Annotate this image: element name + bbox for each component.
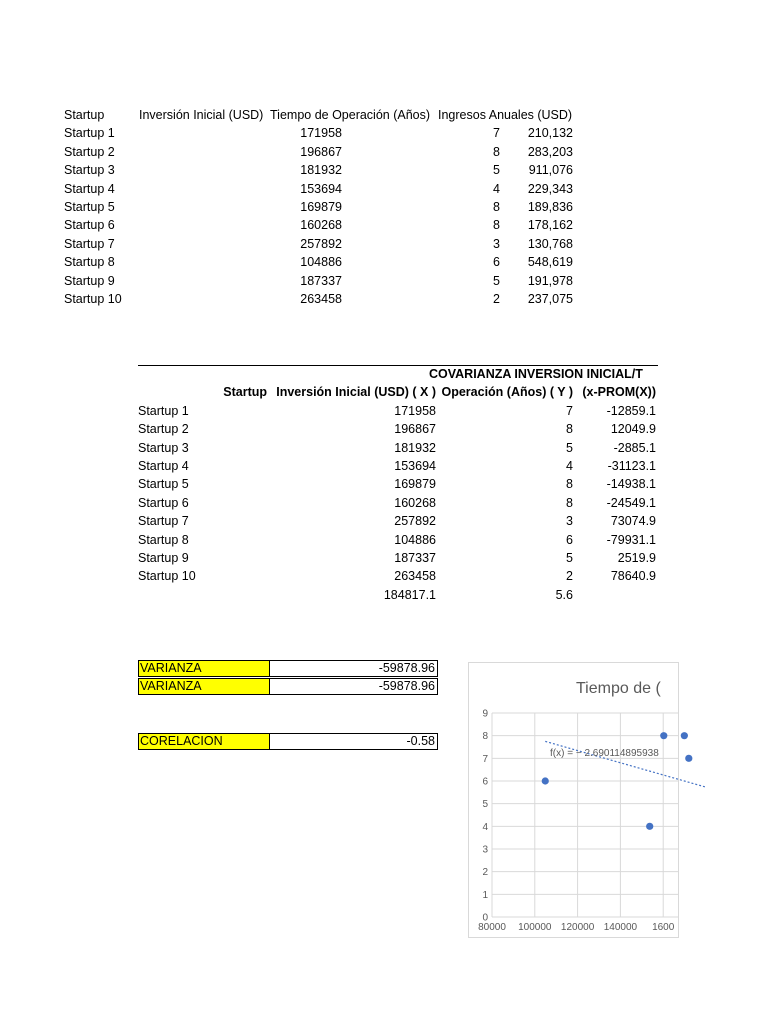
table2-cell: -31123.1 [607,458,656,473]
varianza-row-2 [138,678,438,695]
table1-cell: Startup 4 [64,181,115,196]
table1-cell: 169879 [300,199,342,214]
table2-cell: Startup 3 [138,440,189,455]
table2-cell: 104886 [394,532,436,547]
y-tick-label: 5 [482,799,488,811]
table2-cell: 160268 [394,495,436,510]
table2-row [138,567,658,585]
data-point [660,732,667,739]
table1-cell: 130,768 [527,236,573,251]
table2-cell: Startup 4 [138,458,189,473]
table1-cell: 237,075 [527,291,573,306]
x-tick-label: 140000 [603,922,638,933]
table2-row [138,494,658,512]
data-point [542,777,549,784]
table2-row [138,549,658,567]
table1-cell: 191,978 [527,273,573,288]
x-tick-label: 100000 [518,922,552,933]
chart-border [469,663,679,938]
table1-cell: 189,836 [527,199,573,214]
table1-cell: 283,203 [527,144,573,159]
covariance-title-row [138,365,658,383]
table1-cell: Startup 1 [64,126,115,141]
x-tick-label: 120000 [560,922,595,933]
table1-cell: Startup 9 [64,273,115,288]
y-tick-label: 0 [482,912,488,924]
varianza-value-2: -59878.96 [378,679,435,693]
table2-row [138,420,658,438]
table1-cell: Startup 5 [64,199,115,214]
covariance-table [138,365,658,605]
table2-cell: 6 [566,532,573,547]
table1-cell: 2 [493,291,500,306]
table2-cell: 153694 [394,458,436,473]
table1-col-header: Tiempo de Operación (Años) [270,108,431,122]
table2-row [138,512,658,530]
table2-cell: -12859.1 [606,403,656,418]
table1-cell: 187337 [300,273,342,288]
table2-cell: 181932 [394,440,436,455]
table1-cell: 263458 [300,291,342,306]
table2-cell: 196867 [394,422,436,437]
table2-cell: 171958 [394,403,436,418]
table2-cell: Startup 2 [138,422,189,437]
table2-cell: 4 [566,458,573,473]
table1-cell: 8 [493,144,500,159]
table2-row [138,439,658,457]
table2-cell: -79931.1 [606,532,656,547]
table1-cell: Startup 8 [64,255,115,270]
y-tick-label: 3 [482,844,488,856]
x-tick-label: 1600 [652,922,675,933]
averages-row [138,586,658,604]
table2-cell: 7 [566,403,573,418]
table1-cell: 8 [493,218,500,233]
col-header-startup: Startup [223,385,267,400]
table2-row [138,457,658,475]
table1-col-header: Ingresos Anuales (USD) [438,108,573,122]
table2-cell: 169879 [394,477,436,492]
table1-cell: 3 [493,236,500,251]
y-tick-label: 4 [482,821,488,833]
correlacion-label: CORELACION [139,734,270,749]
varianza-row-1 [138,660,438,677]
table2-cell: 263458 [394,569,436,584]
chart-title: Tiempo de ( [576,680,661,697]
average-x: 184817.1 [383,587,436,602]
table1-cell: 257892 [300,236,342,251]
table2-cell: 187337 [394,550,436,565]
col-header-dev: (x-PROM(X)) [582,385,656,400]
y-tick-label: 8 [482,731,488,743]
table2-cell: Startup 5 [138,477,189,492]
scatter-chart-svg [468,662,675,938]
table2-cell: 73074.9 [610,514,656,529]
table1-cell: 8 [493,199,500,214]
table2-cell: 5 [566,440,573,455]
table1-cell: 548,619 [527,255,573,270]
table1-cell: Startup 2 [64,144,115,159]
data-point [681,732,688,739]
trendline-equation: f(x) = − 2.690114895938 [550,748,659,759]
table2-cell: Startup 7 [138,514,189,529]
table1-cell: 104886 [300,255,342,270]
col-header-x: Inversión Inicial (USD) ( X ) [276,385,436,400]
table1-cell: 160268 [300,218,342,233]
table1-cell: 229,343 [527,181,573,196]
table1-cell: 178,162 [527,218,573,233]
correlacion-value: -0.58 [406,734,435,748]
y-tick-label: 6 [482,776,488,788]
y-tick-label: 9 [482,708,488,720]
table1-cell: 171958 [300,126,342,141]
table2-cell: Startup 10 [138,569,196,584]
table2-cell: 5 [566,550,573,565]
table1-col-header: Inversión Inicial (USD) [139,108,264,122]
table1-cell: 210,132 [527,126,573,141]
covariance-header-row [138,383,658,401]
covariance-title: COVARIANZA INVERSION INICIAL/T [429,367,643,381]
table2-cell: Startup 6 [138,495,189,510]
varianza-label-1: VARIANZA [139,661,270,676]
y-tick-label: 1 [482,889,488,901]
table2-row [138,531,658,549]
table1-cell: 4 [493,181,500,196]
table2-cell: 8 [566,422,573,437]
data-point [685,755,692,762]
table2-cell: Startup 8 [138,532,189,547]
table1-cell: 6 [493,255,500,270]
header-divider [138,365,658,366]
table1-cell: Startup 3 [64,163,115,178]
table1-cell: Startup 10 [64,291,122,306]
varianza-value-1: -59878.96 [378,661,435,675]
varianza-label-2: VARIANZA [139,679,270,694]
y-tick-label: 2 [482,867,488,879]
table1-cell: 7 [493,126,500,141]
average-y: 5.6 [555,587,573,602]
y-tick-label: 7 [482,753,488,765]
data-point [646,823,653,830]
table2-row [138,402,658,420]
table2-cell: 2519.9 [617,550,656,565]
table2-cell: Startup 9 [138,550,189,565]
table2-cell: 78640.9 [610,569,656,584]
table1-cell: 153694 [300,181,342,196]
table2-cell: 2 [566,569,573,584]
table1-cell: Startup 6 [64,218,115,233]
table1-col-header: Startup [64,108,105,122]
table2-row [138,475,658,493]
table1-cell: 5 [493,273,500,288]
table2-cell: -24549.1 [606,495,656,510]
table1-cell: 5 [493,163,500,178]
table1-cell: 181932 [300,163,342,178]
correlacion-row [138,733,438,750]
col-header-y: Operación (Años) ( Y ) [441,385,573,400]
table1-cell: 196867 [300,144,342,159]
table2-cell: -2885.1 [613,440,656,455]
table1-cell: Startup 7 [64,236,115,251]
table2-cell: 8 [566,477,573,492]
table1-cell: 911,076 [528,163,573,178]
table2-cell: 3 [566,514,573,529]
x-tick-label: 80000 [478,922,506,933]
table2-cell: 8 [566,495,573,510]
table2-cell: 12049.9 [610,422,656,437]
table2-cell: Startup 1 [138,403,189,418]
table2-cell: -14938.1 [606,477,656,492]
scatter-chart[interactable] [468,662,675,938]
table2-cell: 257892 [394,514,436,529]
